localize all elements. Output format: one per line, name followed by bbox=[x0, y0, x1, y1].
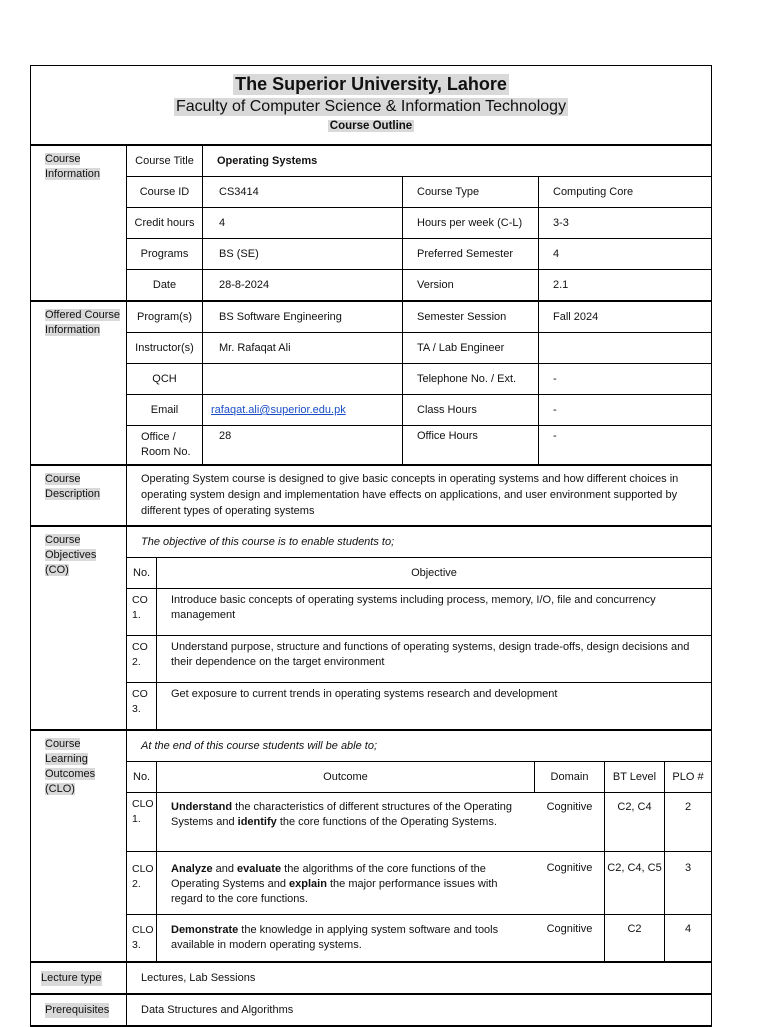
course-title-row bbox=[127, 146, 711, 177]
clo-plo: 2 bbox=[684, 801, 692, 813]
info-key: Class Hours bbox=[403, 395, 539, 425]
info-value: CS3414 bbox=[203, 177, 403, 207]
info-value: Computing Core bbox=[553, 186, 634, 198]
info-key: Office Hours bbox=[403, 426, 539, 464]
clo-text bbox=[157, 852, 535, 914]
objectives-intro: The objective of this course is to enable students to; bbox=[141, 536, 395, 548]
info-value bbox=[539, 333, 711, 363]
clo-row bbox=[127, 915, 711, 961]
info-row bbox=[127, 208, 711, 239]
clo-text-part: the major performance issues with regard to the core functions. bbox=[171, 878, 498, 905]
prerequisites-label: Prerequisites bbox=[45, 1003, 110, 1016]
info-value: 4 bbox=[553, 248, 560, 260]
course-objectives-section bbox=[31, 527, 711, 731]
info-row bbox=[127, 302, 711, 333]
info-key: Program(s) bbox=[127, 302, 203, 332]
clo-bt-level: C2 bbox=[605, 915, 665, 961]
info-key: Programs bbox=[127, 239, 203, 269]
objective-no: CO 3. bbox=[127, 683, 157, 729]
clo-text bbox=[157, 793, 535, 851]
objective-text: Get exposure to current trends in operating systems research and development bbox=[171, 688, 558, 700]
info-key: Email bbox=[127, 395, 203, 425]
clo-text-part: and bbox=[212, 863, 238, 875]
course-description-label: Course Description bbox=[45, 473, 101, 500]
info-row bbox=[127, 364, 711, 395]
info-row bbox=[127, 270, 711, 300]
info-value: 28 bbox=[203, 426, 403, 464]
email-link[interactable]: rafaqat.ali@superior.edu.pk bbox=[211, 404, 346, 416]
clo-domain: Cognitive bbox=[535, 852, 605, 914]
col-plo: PLO # bbox=[672, 771, 704, 783]
info-key: TA / Lab Engineer bbox=[403, 333, 539, 363]
col-no: No. bbox=[127, 762, 157, 792]
prerequisites-section bbox=[31, 995, 711, 1027]
clo-intro: At the end of this course students will be able to; bbox=[141, 740, 378, 752]
lecture-type-label: Lecture type bbox=[41, 971, 102, 984]
objective-text: Understand purpose, structure and functions of operating systems, design trade-offs, design decisions and their dependence on the target environment bbox=[171, 641, 690, 668]
objective-row bbox=[127, 683, 711, 729]
objective-row bbox=[127, 636, 711, 683]
course-objectives-label: Course Objectives (CO) bbox=[45, 534, 97, 576]
course-description-section bbox=[31, 466, 711, 527]
clo-no: CLO 1. bbox=[127, 793, 157, 851]
info-key: Version bbox=[403, 270, 539, 300]
clo-text bbox=[157, 915, 535, 961]
info-key: Date bbox=[127, 270, 203, 300]
document-title: Course Outline bbox=[329, 120, 413, 132]
objective-text: Introduce basic concepts of operating systems including process, memory, I/O, file and concurrency management bbox=[171, 594, 656, 621]
info-key: Office / Room No. bbox=[127, 426, 203, 464]
clo-plo: 3 bbox=[684, 862, 692, 874]
clo-text-part: the algorithms of the core functions of the Operating Systems and bbox=[171, 863, 486, 890]
col-bt-level: BT Level bbox=[605, 762, 665, 792]
clo-verb: Analyze bbox=[171, 863, 213, 875]
clo-text-part: the core functions of the Operating Systems. bbox=[276, 816, 497, 828]
col-outcome: Outcome bbox=[157, 762, 535, 792]
col-no: No. bbox=[127, 558, 157, 588]
clo-label: Course Learning Outcomes (CLO) bbox=[45, 738, 96, 795]
clo-row bbox=[127, 852, 711, 915]
col-objective: Objective bbox=[411, 567, 457, 579]
prerequisites-value: Data Structures and Algorithms bbox=[141, 1004, 294, 1016]
info-value: - bbox=[553, 430, 557, 442]
info-value: BS (SE) bbox=[203, 239, 403, 269]
info-key: Semester Session bbox=[403, 302, 539, 332]
clo-row bbox=[127, 793, 711, 852]
objectives-header-row bbox=[127, 558, 711, 589]
course-information-label: Course Information bbox=[45, 153, 101, 180]
info-key: Credit hours bbox=[127, 208, 203, 238]
lecture-type-value: Lectures, Lab Sessions bbox=[141, 972, 256, 984]
info-row bbox=[127, 395, 711, 426]
info-key: Telephone No. / Ext. bbox=[403, 364, 539, 394]
offered-course-label: Offered Course Information bbox=[45, 309, 121, 336]
instructor-value: Mr. Rafaqat Ali bbox=[203, 333, 403, 363]
course-title-value: Operating Systems bbox=[217, 155, 318, 167]
course-title-label: Course Title bbox=[127, 146, 203, 176]
offered-course-section bbox=[31, 302, 711, 466]
lecture-type-section bbox=[31, 963, 711, 995]
objective-no: CO 2. bbox=[127, 636, 157, 682]
col-domain: Domain bbox=[535, 762, 605, 792]
clo-bt-level: C2, C4 bbox=[605, 793, 665, 851]
info-key: Instructor(s) bbox=[127, 333, 203, 363]
info-key: QCH bbox=[127, 364, 203, 394]
info-row bbox=[127, 426, 711, 464]
course-outline-document bbox=[30, 65, 712, 1027]
objective-row bbox=[127, 589, 711, 636]
info-value: BS Software Engineering bbox=[203, 302, 403, 332]
info-value bbox=[203, 364, 403, 394]
clo-text-part: the characteristics of different structures of the Operating Systems and bbox=[171, 801, 512, 828]
clo-header-row bbox=[127, 762, 711, 793]
course-information-section bbox=[31, 146, 711, 302]
info-key: Course ID bbox=[127, 177, 203, 207]
clo-domain: Cognitive bbox=[535, 915, 605, 961]
clo-verb: Demonstrate bbox=[171, 924, 239, 936]
clo-domain: Cognitive bbox=[535, 793, 605, 851]
info-value: 28-8-2024 bbox=[203, 270, 403, 300]
clo-no: CLO 2. bbox=[127, 852, 157, 914]
objective-no: CO 1. bbox=[127, 589, 157, 635]
clo-verb: evaluate bbox=[237, 863, 282, 875]
info-value: Fall 2024 bbox=[553, 311, 599, 323]
clo-text-part: the knowledge in applying system software and tools available in modern operating systems. bbox=[171, 924, 499, 951]
clo-verb: identify bbox=[237, 816, 277, 828]
info-value: - bbox=[553, 404, 557, 416]
university-title: The Superior University, Lahore bbox=[235, 74, 507, 94]
document-header bbox=[31, 66, 711, 146]
clo-no: CLO 3. bbox=[127, 915, 157, 961]
info-key: Course Type bbox=[403, 177, 539, 207]
info-row bbox=[127, 239, 711, 270]
info-row bbox=[127, 333, 711, 364]
info-value: 4 bbox=[203, 208, 403, 238]
course-description-text: Operating System course is designed to give basic concepts in operating systems and how different choices in operating system design and implementation have effects on applications, and user environment supported by different types of operating systems bbox=[141, 473, 679, 517]
clo-plo: 4 bbox=[684, 923, 692, 935]
clo-bt-level: C2, C4, C5 bbox=[605, 852, 665, 914]
info-row bbox=[127, 177, 711, 208]
info-value: 2.1 bbox=[553, 279, 569, 291]
info-value: 3-3 bbox=[553, 217, 569, 229]
info-key: Preferred Semester bbox=[403, 239, 539, 269]
info-key: Hours per week (C-L) bbox=[403, 208, 539, 238]
clo-verb: Understand bbox=[171, 801, 233, 813]
faculty-title: Faculty of Computer Science & Information Technology bbox=[175, 98, 567, 115]
clo-verb: explain bbox=[289, 878, 327, 890]
info-value: - bbox=[553, 373, 557, 385]
clo-section bbox=[31, 731, 711, 963]
